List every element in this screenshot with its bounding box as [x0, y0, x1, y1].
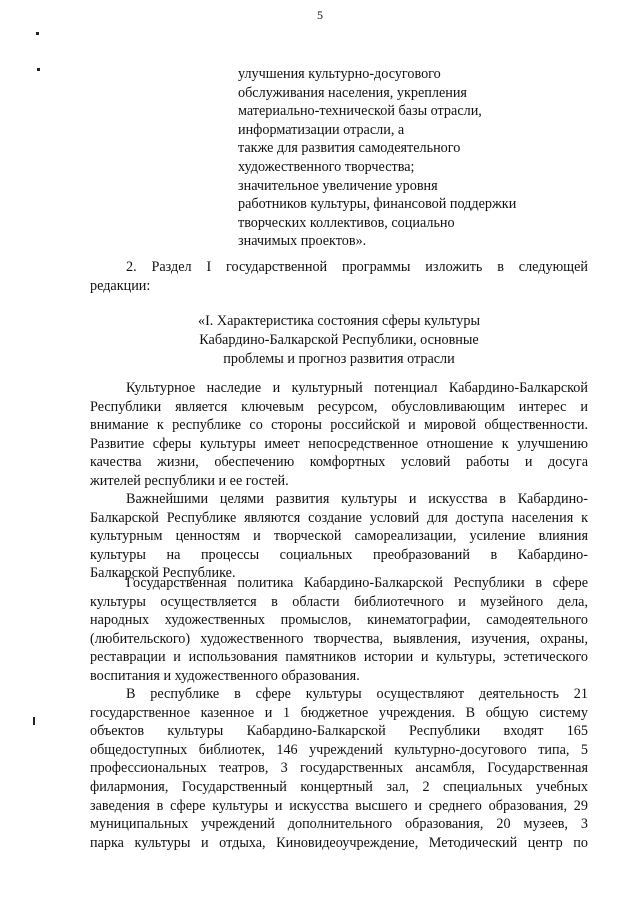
continued-line: значительное увеличение уровня — [238, 177, 438, 194]
body-paragraph-state-policy — [90, 574, 588, 686]
continued-line: улучшения культурно-досугового — [238, 66, 441, 82]
paragraph-line: заведения в сфере культуры и искусства высшего и среднего образования, 29 — [90, 797, 588, 814]
body-paragraph-goals — [90, 490, 588, 583]
body-paragraph-cultural-heritage — [90, 379, 588, 491]
paragraph-line: культуры осуществляется в области библиотечного и музейного дела, — [90, 593, 588, 610]
paragraph-line: В республике в сфере культуры осуществляют деятельность 21 — [126, 686, 588, 702]
paragraph-line: объектов культуры Кабардино-Балкарской Республики входят 165 — [90, 723, 588, 740]
scan-dot-mark — [33, 717, 35, 725]
continued-line: обслуживания населения, укрепления — [238, 84, 467, 101]
paragraph-line: парка культуры и отдыха, Киновидеоучреждение, Методический центр по — [90, 834, 588, 851]
paragraph-line: Республики является ключевым ресурсом, обусловливающим интерес и — [90, 398, 588, 415]
continued-line: художественного творчества; — [238, 158, 415, 175]
paragraph-line: Балкарской Республике. — [90, 565, 236, 582]
paragraph-line: Важнейшими целями развития культуры и искусства в Кабардино- — [126, 491, 588, 507]
paragraph-line: качества жизни, обеспечению комфортных условий работы и досуга — [90, 454, 588, 471]
continued-line: творческих коллективов, социально — [238, 214, 455, 231]
paragraph-line: жителей республики и ее гостей. — [90, 472, 289, 489]
paragraph-line: (любительского) художественного творчества, выявления, изучения, охраны, — [90, 630, 588, 647]
paragraph-line: Культурное наследие и культурный потенциал Кабардино-Балкарской — [126, 380, 588, 396]
paragraph-line: профессиональных театров, 3 государственных ансамбля, Государственная — [90, 760, 588, 777]
continued-line: также для развития самодеятельного — [238, 140, 461, 157]
continued-line: значимых проектов». — [238, 233, 367, 250]
heading-line: проблемы и прогноз развития отрасли — [223, 351, 455, 367]
item-2-line: 2. Раздел I государственной программы изложить в следующей — [126, 259, 588, 275]
item-2-paragraph — [90, 258, 588, 295]
paragraph-line: реставрации и использования памятников истории и культуры, эстетического — [90, 649, 588, 666]
paragraph-line: народных художественных промыслов, кинематографии, самодеятельного — [90, 612, 588, 629]
paragraph-line: внимание к республике со стороны российской и мировой общественности. — [90, 417, 588, 434]
continued-line: информатизации отрасли, а — [238, 121, 405, 138]
paragraph-line: муниципальных учреждений дополнительного образования, 20 музеев, 3 — [90, 816, 588, 833]
body-paragraph-institutions — [90, 685, 588, 852]
item-2-line: редакции: — [90, 277, 151, 294]
continued-line: материально-технической базы отрасли, — [238, 103, 482, 120]
section-heading — [90, 312, 588, 369]
scan-dot-mark — [37, 68, 40, 71]
paragraph-line: государственное казенное и 1 бюджетное учреждения. В общую систему — [90, 704, 588, 721]
paragraph-line: культурным ценностям и творческой самореализации, усиление влияния — [90, 528, 588, 545]
continued-text-block — [238, 65, 598, 251]
heading-line: «I. Характеристика состояния сферы культуры — [197, 313, 481, 329]
scan-dot-mark — [36, 32, 39, 35]
paragraph-line: Развитие сферы культуры имеет непосредственное отношение к улучшению — [90, 435, 588, 452]
continued-line: работников культуры, финансовой поддержки — [238, 196, 517, 213]
heading-line: Кабардино-Балкарской Республики, основные — [199, 332, 479, 348]
paragraph-line: филармония, Государственный концертный зал, 2 специальных учебных — [90, 778, 588, 795]
paragraph-line: воспитания и художественного образования. — [90, 667, 360, 684]
paragraph-line: культуры на процессы социальных преобразований в Кабардино- — [90, 546, 588, 563]
paragraph-line: общедоступных библиотек, 146 учреждений культурно-досугового типа, 5 — [90, 741, 588, 758]
page-number: 5 — [317, 8, 323, 22]
paragraph-line: Балкарской Республике являются создание условий для доступа населения к — [90, 509, 588, 526]
paragraph-line: Государственная политика Кабардино-Балкарской Республики в сфере — [126, 575, 588, 591]
